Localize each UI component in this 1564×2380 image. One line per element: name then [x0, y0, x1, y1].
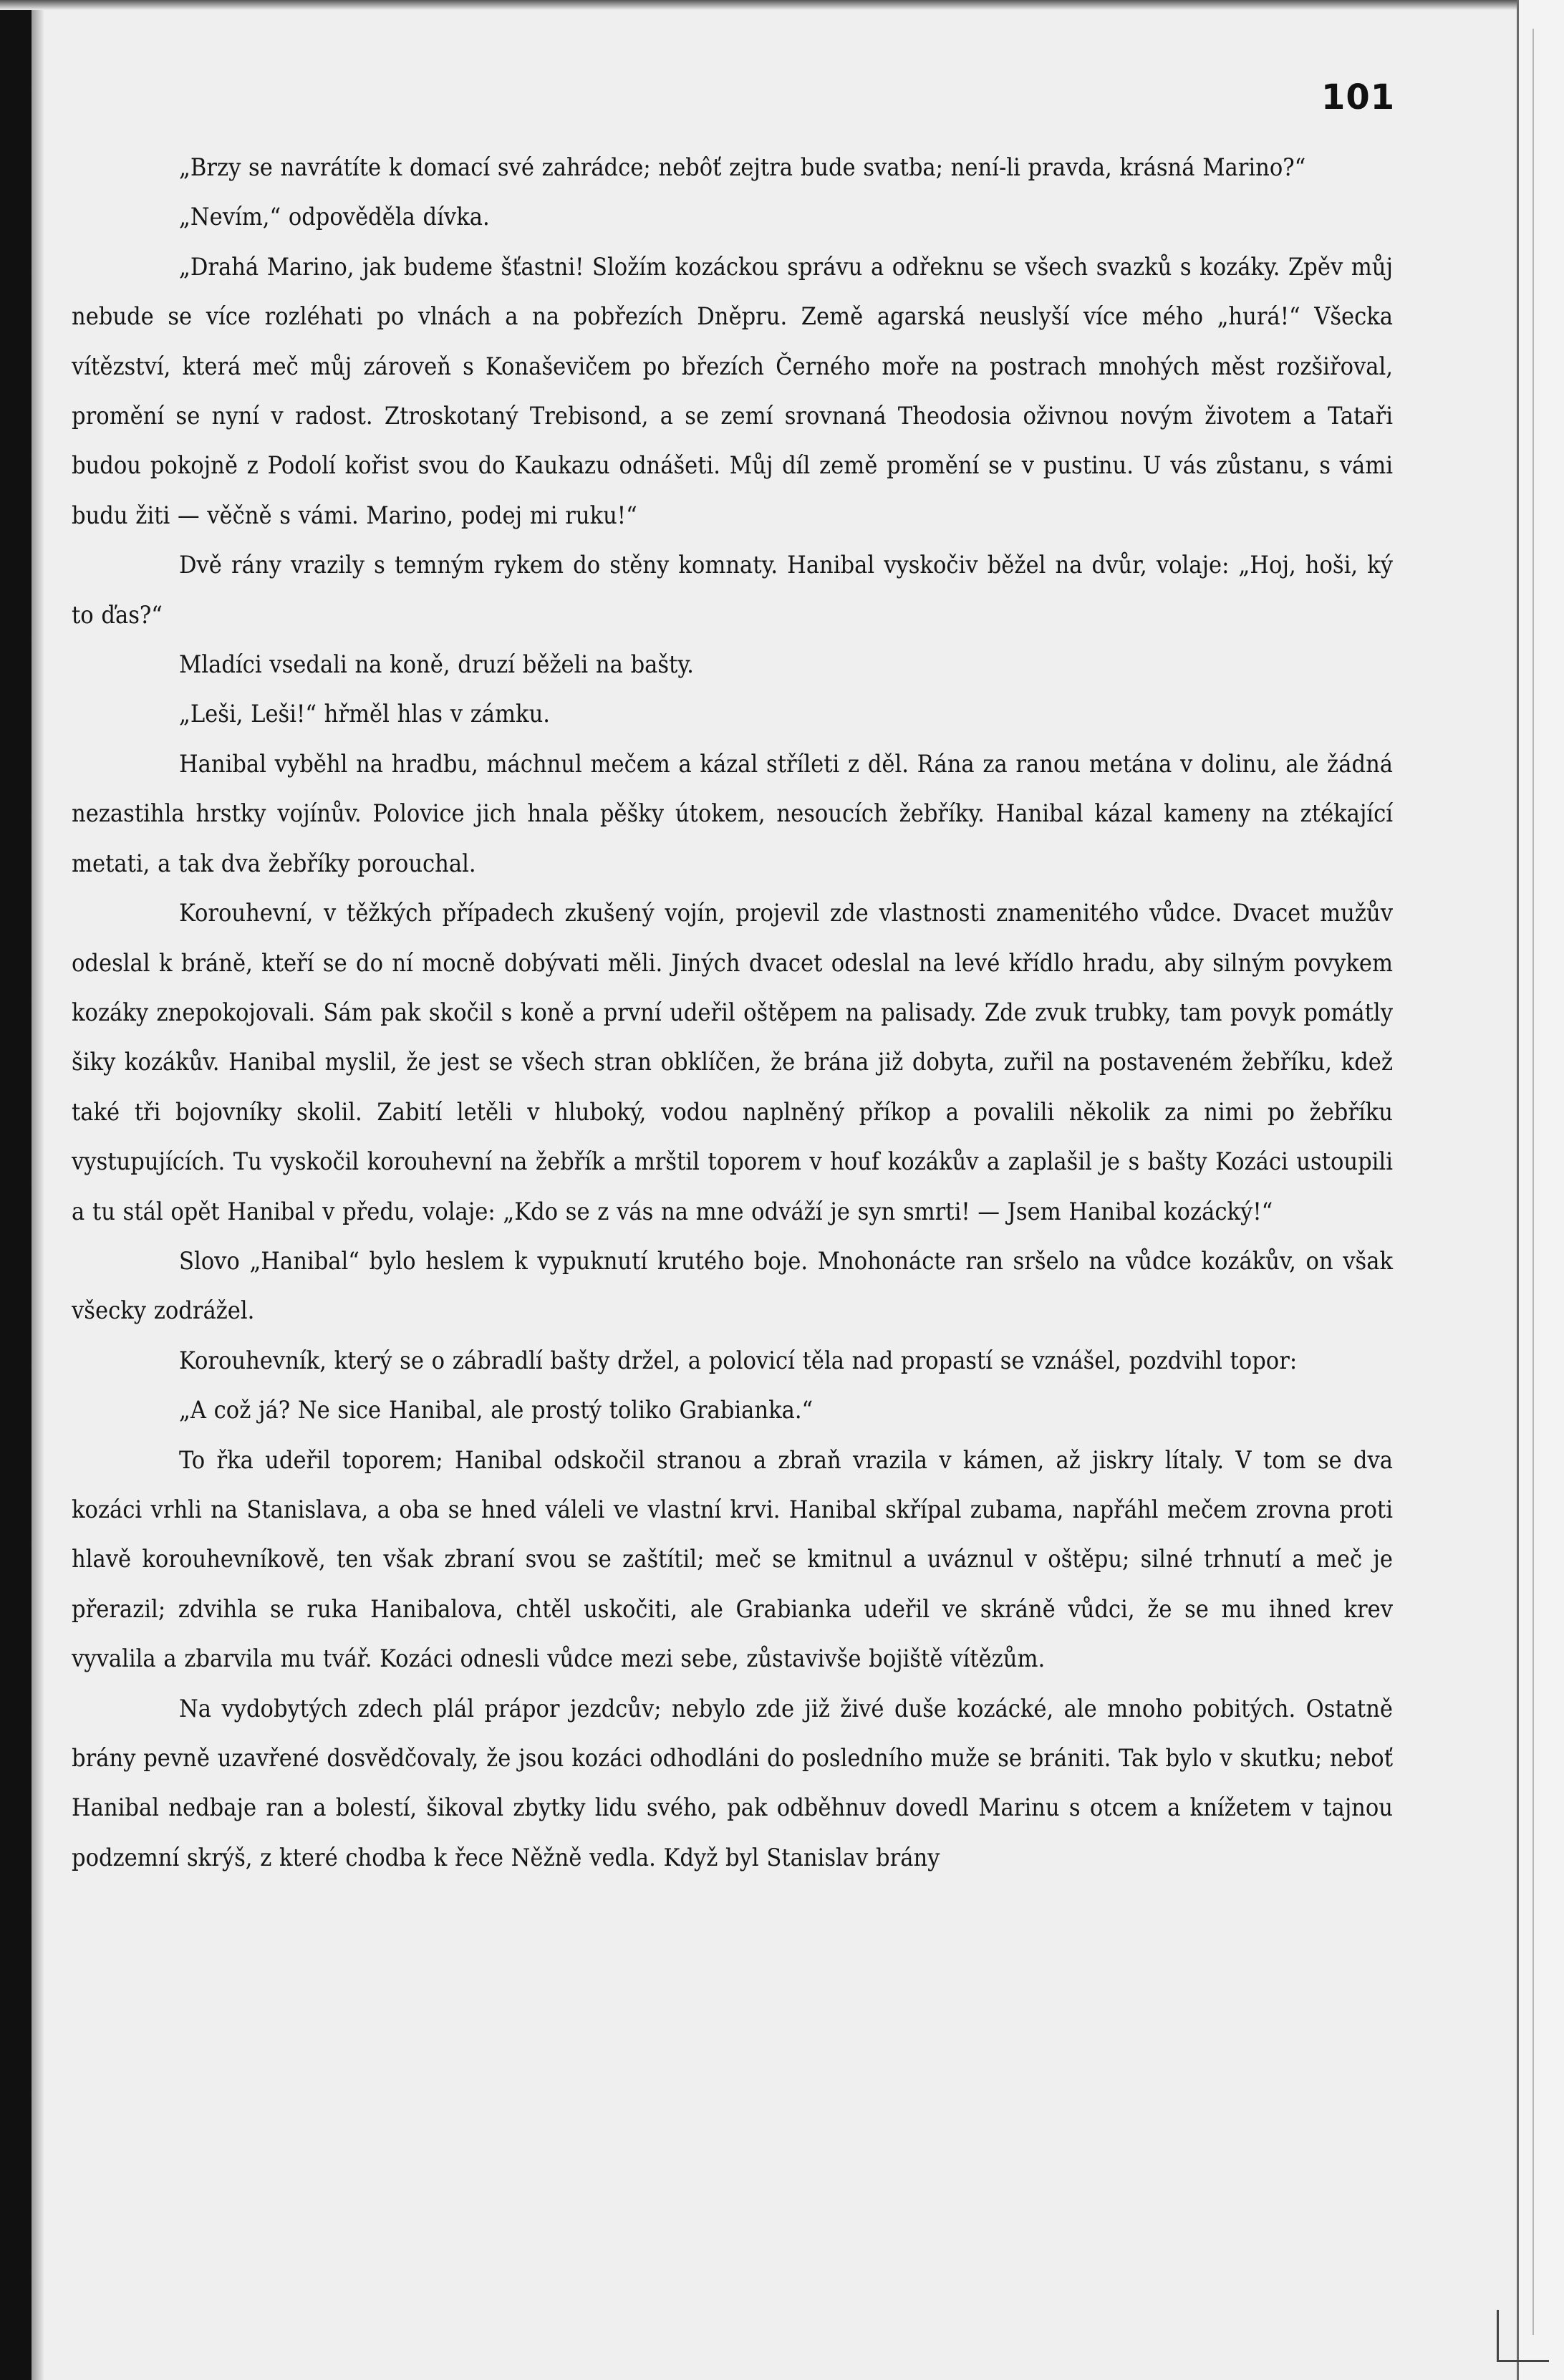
paragraph: Na vydobytých zdech plál prápor jezdcův; nebylo zde již živé duše kozácké, ale mnoho pobitých. Ostatně brány pevně uzavřené dosvědčovaly, že jsou kozáci odhodláni do posledního muže se brániti. Tak bylo v skutku; neboť Hanibal nedbaje ran a bolestí, šikoval zbytky lidu svého, pak odběhnuv dovedl Marinu s otcem a knížetem v tajnou podzemní skrýš, z které chodba k řece Něžně vedla. Když byl Stanislav brány	[72, 1694, 1393, 1872]
gutter-gradient	[32, 0, 44, 2380]
paragraph: „A což já? Ne sice Hanibal, ale prostý toliko Grabianka.“	[179, 1396, 814, 1425]
paragraph: „Nevím,“ odpověděla dívka.	[179, 203, 490, 232]
page-number: 101	[1321, 77, 1396, 117]
paragraph: „Leši, Leši!“ hřměl hlas v zámku.	[179, 700, 550, 729]
top-page-edge	[0, 0, 1564, 10]
paragraph: Slovo „Hanibal“ bylo heslem k vypuknutí krutého boje. Mnohonácte ran sršelo na vůdce kozákův, on však všecky zodrážel.	[72, 1246, 1393, 1326]
paragraph: Dvě rány vrazily s temným rykem do stěny komnaty. Hanibal vyskočiv běžel na dvůr, volaje: „Hoj, hoši, ký to ďas?“	[72, 551, 1393, 630]
paragraph: Korouhevní, v těžkých případech zkušený vojín, projevil zde vlastnosti znamenitého vůdce. Dvacet mužův odeslal k bráně, kteří se do ní mocně dobývati měli. Jiných dvacet odeslal na levé křídlo hradu, aby silným povykem kozáky znepokojovali. Sám pak skočil s koně a první udeřil oštěpem na palisady. Zde zvuk trubky, tam povyk pomátly šiky kozákův. Hanibal myslil, že jest se všech stran obklíčen, že brána již dobyta, zuřil na postaveném žebříku, kdež také tři bojovníky skolil. Zabití letěli v hluboký, vodou naplněný příkop a povalili několik za nimi po žebříku vystupujících. Tu vyskočil korouhevní na žebřík a mrštil toporem v houf kozákův a zaplašil je s bašty Kozáci ustoupili a tu stál opět Hanibal v předu, volaje: „Kdo se z vás na mne odváží je syn smrti! — Jsem Hanibal kozácký!“	[72, 899, 1393, 1226]
body-text	[72, 143, 1393, 1883]
paragraph: „Drahá Marino, jak budeme šťastni! Složím kozáckou správu a odřeknu se všech svazků s kozáky. Zpěv můj nebude se více rozléhati po vlnách a na pobřezích Dněpru. Země agarská neuslyší více mého „hurá!“ Všecka vítězství, která meč můj zároveň s Konaševičem po březích Černého moře na postrach mnohých měst rozšiřoval, promění se nyní v radost. Ztroskotaný Trebisond, a se zemí srovnaná Theodosia oživnou novým životem a Tataři budou pokojně z Podolí kořist svou do Kaukazu odnášeti. Můj díl země promění se v pustinu. U vás zůstanu, s vámi budu žiti — věčně s vámi. Marino, podej mi ruku!“	[72, 252, 1393, 530]
paragraph: To řka udeřil toporem; Hanibal odskočil stranou a zbraň vrazila v kámen, až jiskry lítaly. V tom se dva kozáci vrhli na Stanislava, a oba se hned váleli ve vlastní krvi. Hanibal skřípal zubama, napřáhl mečem zrovna proti hlavě korouhevníkově, ten však zbraní svou se zaštítil; meč se kmitnul a uváznul v oštěpu; silné trhnutí a meč je přerazil; zdvihla se ruka Hanibalova, chtěl uskočiti, ale Grabianka udeřil ve skráně vůdci, že se mu ihned krev vyvalila a zbarvila mu tvář. Kozáci odnesli vůdce mezi sebe, zůstavivše bojiště vítězům.	[72, 1445, 1393, 1674]
right-edge-line	[1532, 29, 1534, 2335]
paragraph: Hanibal vyběhl na hradbu, máchnul mečem a kázal stříleti z děl. Rána za ranou metána v dolinu, ale žádná nezastihla hrstky vojínův. Polovice jich hnala pěšky útokem, nesoucích žebříky. Hanibal kázal kameny na ztékající metati, a tak dva žebříky porouchal.	[72, 749, 1393, 878]
paragraph: „Brzy se navrátíte k domací své zahrádce; nebôť zejtra bude svatba; není-li pravda, krásná Marino?“	[179, 153, 1306, 182]
paragraph: Mladíci vsedali na koně, druzí běželi na bašty.	[179, 650, 694, 680]
corner-fold-mark	[1497, 2310, 1549, 2362]
paragraph: Korouhevník, který se o zábradlí bašty držel, a polovicí těla nad propastí se vznášel, pozdvihl topor:	[179, 1346, 1298, 1375]
book-binding-shadow	[0, 0, 32, 2380]
right-page-edge	[1517, 0, 1564, 2380]
